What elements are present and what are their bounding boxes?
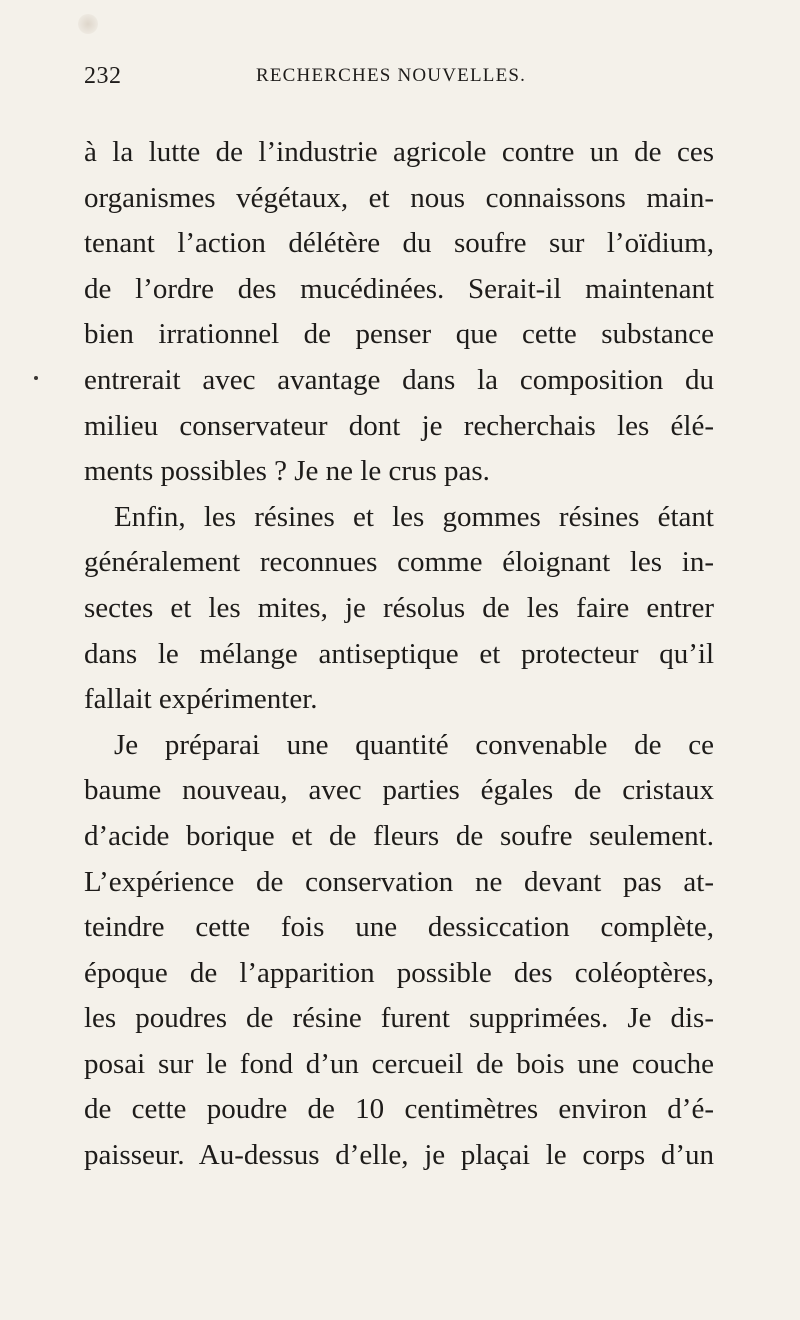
text-line: bien irrationnel de penser que cette substance: [84, 318, 714, 351]
text-line: dans le mélange antiseptique et protecteur qu’il: [84, 637, 714, 670]
page-number: 232: [84, 63, 122, 89]
text-line: Enfin, les résines et les gommes résines étant: [114, 500, 714, 533]
running-title: RECHERCHES NOUVELLES.: [256, 65, 527, 86]
text-line: tenant l’action délétère du soufre sur l’oïdium,: [84, 227, 714, 260]
body-text: [84, 130, 714, 1179]
text-line: époque de l’apparition possible des coléoptères,: [84, 956, 714, 989]
text-line: L’expérience de conservation ne devant pas at-: [84, 865, 714, 898]
text-line: teindre cette fois une dessiccation complète,: [84, 911, 714, 944]
text-line: généralement reconnues comme éloignant les in-: [84, 546, 714, 579]
ink-stain: [78, 14, 98, 34]
text-line: entrerait avec avantage dans la composition du: [84, 363, 714, 396]
margin-mark: [34, 376, 38, 380]
text-line: baume nouveau, avec parties égales de cristaux: [84, 774, 714, 807]
page-header: [84, 63, 704, 97]
text-line: Je préparai une quantité convenable de ce: [114, 728, 714, 761]
text-line: paisseur. Au-dessus d’elle, je plaçai le corps d’un: [84, 1139, 714, 1172]
text-line: organismes végétaux, et nous connaissons main-: [84, 181, 714, 214]
text-line: de cette poudre de 10 centimètres environ d’é-: [84, 1093, 714, 1126]
text-line: à la lutte de l’industrie agricole contre un de ces: [84, 136, 714, 168]
text-line: ments possibles ? Je ne le crus pas.: [84, 455, 490, 488]
text-line: d’acide borique et de fleurs de soufre seulement.: [84, 819, 714, 852]
text-line: posai sur le fond d’un cercueil de bois une couche: [84, 1047, 714, 1080]
text-line: sectes et les mites, je résolus de les faire entrer: [84, 591, 714, 624]
text-line: les poudres de résine furent supprimées. Je dis-: [84, 1002, 714, 1035]
text-line: milieu conservateur dont je recherchais les élé-: [84, 409, 714, 442]
text-line: fallait expérimenter.: [84, 683, 318, 716]
text-line: de l’ordre des mucédinées. Serait-il maintenant: [84, 272, 714, 305]
